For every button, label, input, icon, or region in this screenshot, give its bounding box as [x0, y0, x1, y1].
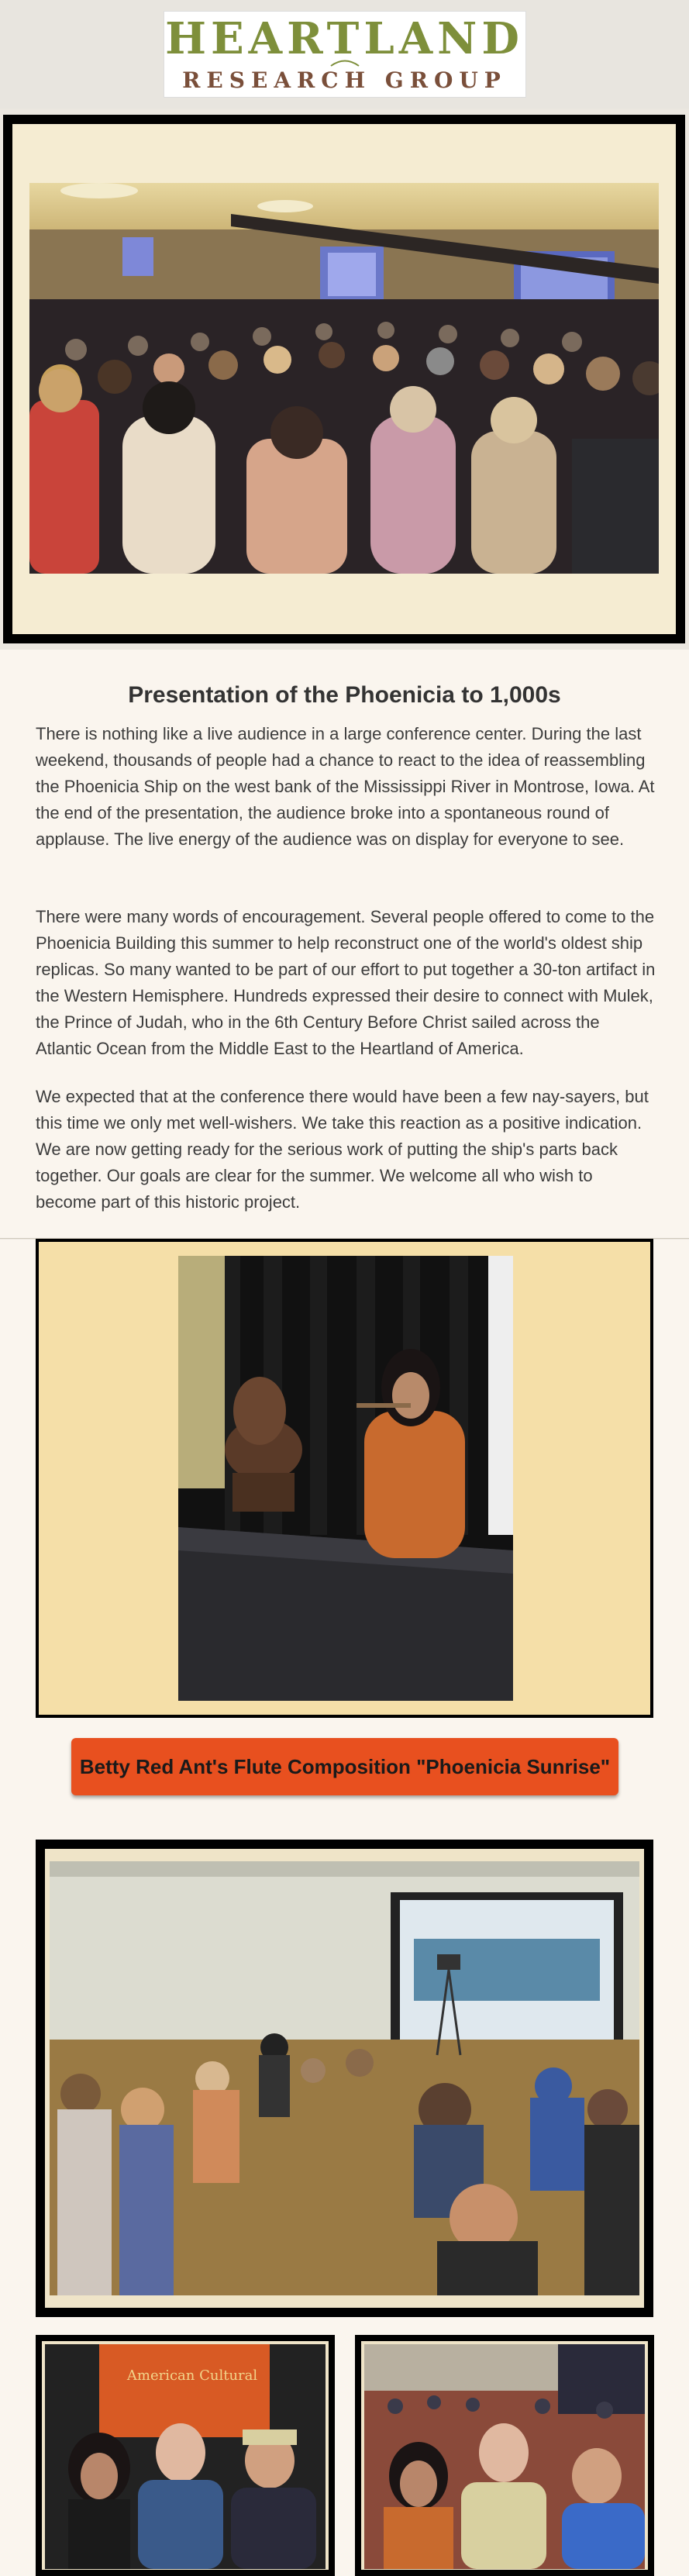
group-photo-right-frame — [355, 2335, 654, 2576]
article-paragraph-2: There were many words of encouragement. Several people offered to come to the Phoenicia Building this summer to help reconstruct one of the world's oldest ship replicas. So many wanted to be part of our effort to put together a 30-ton artifact in the Western Hemisphere. Hundreds expressed their desire to connect with Mulek, the Prince of Judah, who in the 6th Century Before Christ sailed across the Atlantic Ocean from the Middle East to the Heartland of America. — [36, 907, 656, 1058]
flute-performer-photo — [178, 1256, 513, 1701]
group-photo-right — [364, 2344, 645, 2569]
heartland-logo[interactable] — [164, 11, 526, 98]
flute-photo-frame — [36, 1239, 653, 1718]
article-paragraph-3: We expected that at the conference there would have been a few nay-sayers, but this time we only met well-wishers. We take this reaction as a positive indication. We are now getting ready for the serious work of putting the ship's parts back together. Our goals are clear for the summer. We welcome all who wish to become part of this historic project. — [36, 1087, 649, 1212]
banner-text: American Cultural — [126, 2367, 258, 2384]
presentation-room-photo — [50, 1861, 639, 2295]
logo-line1: HEARTLAND — [165, 13, 524, 64]
article-heading: Presentation of the Phoenicia to 1,000s — [128, 682, 561, 708]
group-photo-left — [45, 2344, 326, 2569]
article-paragraph-1: There is nothing like a live audience in a large conference center. During the last weekend, thousands of people had a chance to react to the idea of reassembling the Phoenicia Ship on the west bank of the Mississippi River in Montrose, Iowa. At the end of the presentation, the audience broke into a spontaneous round of applause. The live energy of the audience was on display for everyone to see. — [36, 724, 655, 849]
flute-composition-button[interactable]: Betty Red Ant's Flute Composition "Phoenicia Sunrise" — [71, 1738, 618, 1795]
group-photo-left-frame — [36, 2335, 335, 2576]
hero-frame — [3, 115, 685, 643]
logo-arc-icon — [329, 59, 360, 67]
presentation-photo-frame — [36, 1840, 653, 2317]
logo-line2: RESEARCH GROUP — [182, 67, 507, 93]
header — [0, 0, 689, 109]
conference-hall-photo — [29, 183, 659, 574]
